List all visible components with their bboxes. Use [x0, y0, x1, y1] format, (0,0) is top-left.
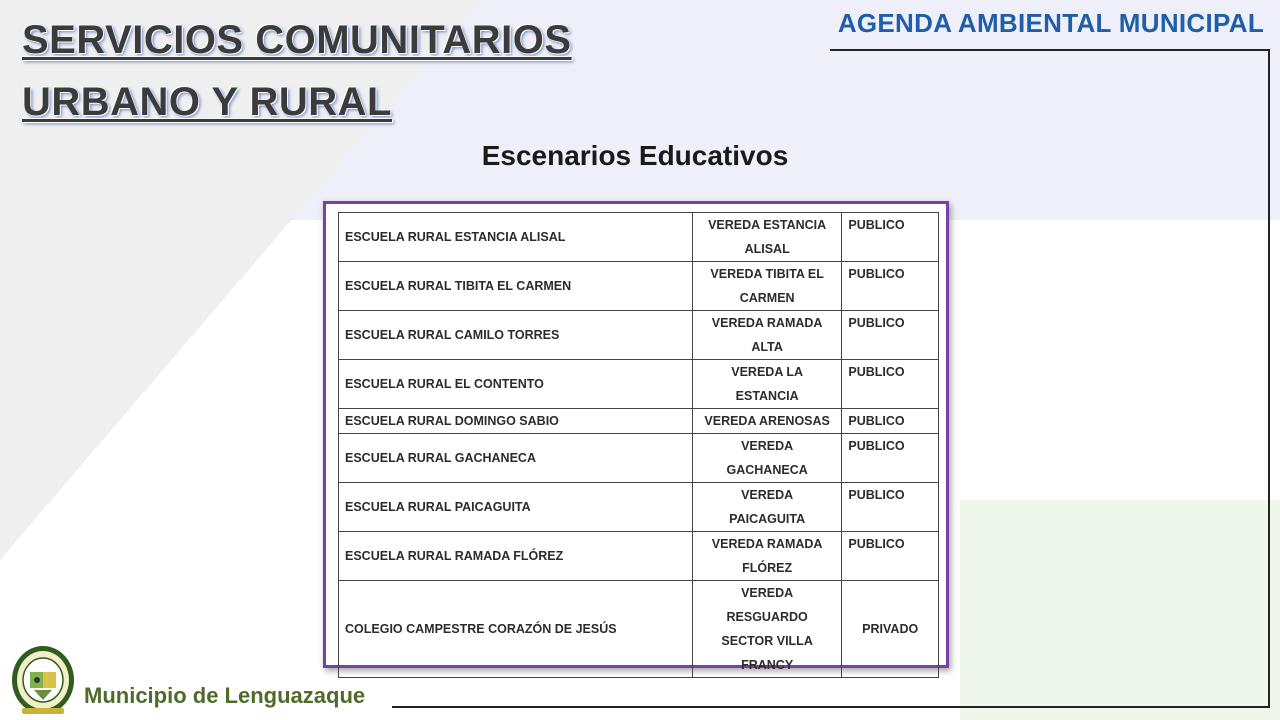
location-line: VEREDA: [741, 439, 794, 453]
frame-line-top: [830, 49, 1270, 51]
location-line: SECTOR VILLA: [721, 634, 813, 648]
school-name-cell: ESCUELA RURAL DOMINGO SABIO: [339, 409, 693, 434]
slide-title-line-2: URBANO Y RURAL: [22, 80, 392, 124]
frame-line-bottom: [392, 706, 1270, 708]
location-cell: [692, 213, 841, 262]
table-row: [339, 262, 939, 311]
location-line: FLÓREZ: [742, 561, 793, 575]
location-cell: [692, 532, 841, 581]
sector-type-cell: PRIVADO: [842, 581, 939, 678]
slide-title-line-1: SERVICIOS COMUNITARIOS: [22, 18, 572, 62]
location-line: GACHANECA: [726, 463, 808, 477]
location-line: RESGUARDO: [726, 610, 808, 624]
sector-type-cell: PUBLICO: [842, 532, 939, 581]
location-line: VEREDA ESTANCIA: [708, 218, 827, 232]
location-line: VEREDA ARENOSAS: [704, 414, 830, 428]
location-line: VEREDA: [741, 586, 794, 600]
table-row: [339, 434, 939, 483]
location-cell: [692, 581, 841, 678]
sector-type-cell: PUBLICO: [842, 409, 939, 434]
table-row: [339, 532, 939, 581]
agenda-heading: AGENDA AMBIENTAL MUNICIPAL: [837, 8, 1264, 38]
location-line: ALISAL: [744, 242, 790, 256]
location-cell: [692, 409, 841, 434]
background-bottom-band: [960, 500, 1280, 720]
location-line: FRANCY: [741, 658, 794, 672]
section-title: Escenarios Educativos: [481, 140, 789, 171]
location-cell: [692, 262, 841, 311]
location-line: VEREDA LA: [731, 365, 804, 379]
location-line: ESTANCIA: [735, 389, 799, 403]
sector-type-cell: PUBLICO: [842, 213, 939, 262]
school-name-cell: ESCUELA RURAL GACHANECA: [339, 434, 693, 483]
location-cell: [692, 311, 841, 360]
location-line: VEREDA RAMADA: [711, 537, 823, 551]
location-line: ALTA: [751, 340, 783, 354]
location-line: PAICAGUITA: [729, 512, 806, 526]
school-name-cell: COLEGIO CAMPESTRE CORAZÓN DE JESÚS: [339, 581, 693, 678]
sector-type-cell: PUBLICO: [842, 483, 939, 532]
location-line: CARMEN: [739, 291, 795, 305]
school-name-cell: ESCUELA RURAL ESTANCIA ALISAL: [339, 213, 693, 262]
table-row: [339, 360, 939, 409]
table-row: [339, 311, 939, 360]
location-line: VEREDA: [741, 488, 794, 502]
school-name-cell: ESCUELA RURAL RAMADA FLÓREZ: [339, 532, 693, 581]
table-row: [339, 581, 939, 678]
sector-type-cell: PUBLICO: [842, 434, 939, 483]
table-row: [339, 213, 939, 262]
location-cell: [692, 360, 841, 409]
sector-type-cell: PUBLICO: [842, 360, 939, 409]
sector-type-cell: PUBLICO: [842, 262, 939, 311]
footer-municipality: Municipio de Lenguazaque: [84, 683, 366, 708]
table-frame: [323, 201, 949, 672]
municipal-seal-icon: [10, 642, 76, 718]
school-name-cell: ESCUELA RURAL PAICAGUITA: [339, 483, 693, 532]
schools-table: [338, 212, 939, 678]
sector-type-cell: PUBLICO: [842, 311, 939, 360]
table-row: [339, 483, 939, 532]
location-cell: [692, 483, 841, 532]
location-line: VEREDA TIBITA EL: [710, 267, 824, 281]
table-row: [339, 409, 939, 434]
school-name-cell: ESCUELA RURAL TIBITA EL CARMEN: [339, 262, 693, 311]
school-name-cell: ESCUELA RURAL CAMILO TORRES: [339, 311, 693, 360]
school-name-cell: ESCUELA RURAL EL CONTENTO: [339, 360, 693, 409]
location-line: VEREDA RAMADA: [711, 316, 823, 330]
location-cell: [692, 434, 841, 483]
